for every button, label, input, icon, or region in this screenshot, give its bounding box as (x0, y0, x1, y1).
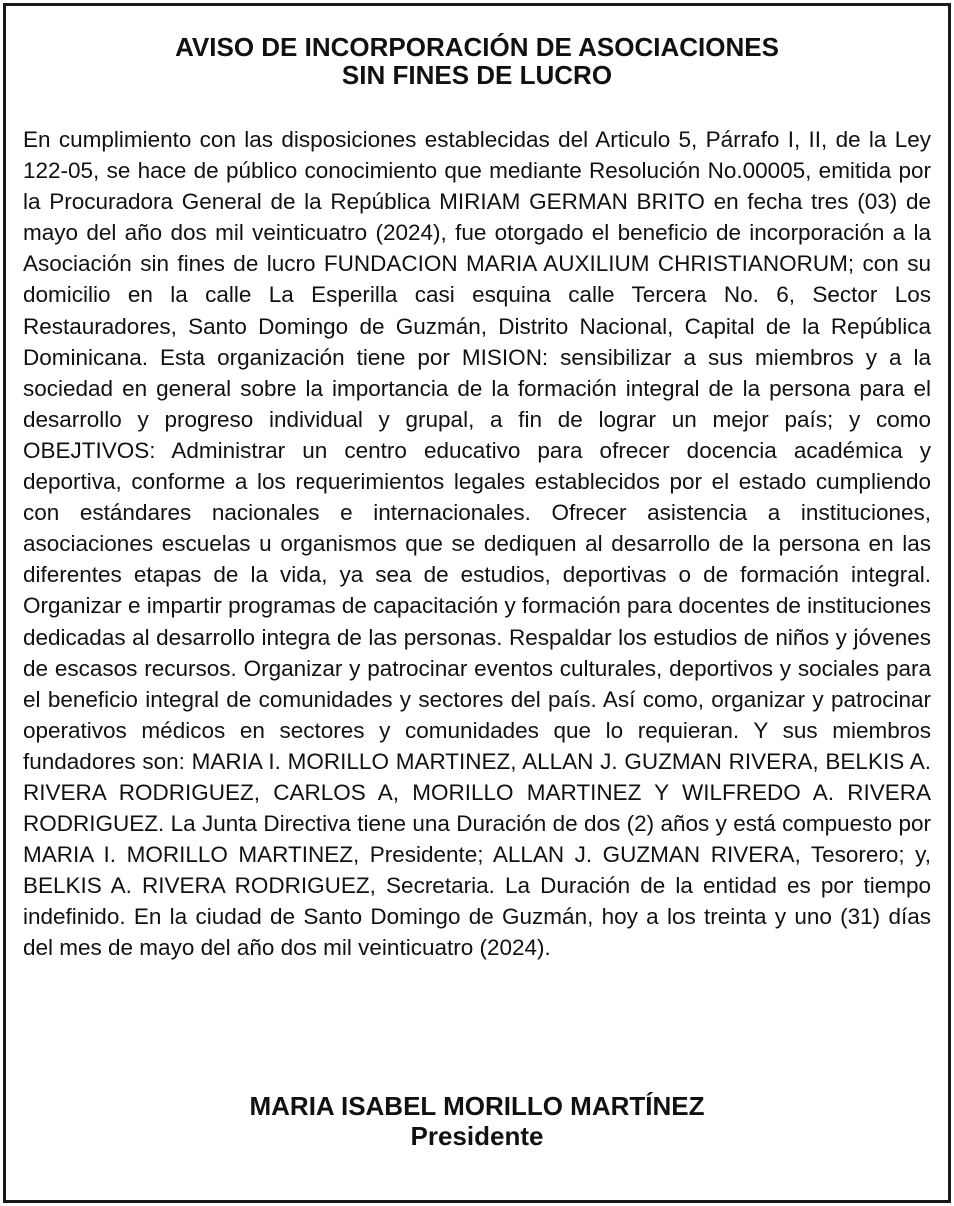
signatory-role: Presidente (410, 1121, 544, 1151)
signatory-name: MARIA ISABEL MORILLO MARTÍNEZ (249, 1091, 705, 1121)
notice-body: En cumplimiento con las disposiciones establecidas del Articulo 5, Párrafo I, II, de la Ley 122-05, se hace de público conocimiento que mediante Resolución No.00005, emitida por la Procuradora General de la República MIRIAM GERMAN BRITO en fecha tres (03) de mayo del año dos mil veinticuatro (2024), fue otorgado el beneficio de incorporación a la Asociación sin fines de lucro FUNDACION MARIA AUXILIUM CHRISTIANORUM; con su domicilio en la calle La Esperilla casi esquina calle Tercera No. 6, Sector Los Restauradores, Santo Domingo de Guzmán, Distrito Nacional, Capital de la República Dominicana. Esta organización tiene por MISION: sensibilizar a sus miembros y a la sociedad en general sobre la importancia de la formación integral de la persona para el desarrollo y progreso individual y grupal, a fin de lograr un mejor país; y como OBEJTIVOS: Administrar un centro educativo para ofrecer docencia académica y deportiva, conforme a los requerimientos legales establecidos por el estado cumpliendo con estándares nacionales e internacionales. Ofrecer asistencia a instituciones, asociaciones escuelas u organismos que se dediquen al desarrollo de la persona en las diferentes etapas de la vida, ya sea de estudios, deportivas o de formación integral. Organizar e impartir programas de capacitación y formación para docentes de instituciones dedicadas al desarrollo integra de las personas. Respaldar los estudios de niños y jóvenes de escasos recursos. Organizar y patrocinar eventos culturales, deportivos y sociales para el beneficio integral de comunidades y sectores del país. Así como, organizar y patrocinar operativos médicos en sectores y comunidades que lo requieran. Y sus miembros fundadores son: MARIA I. MORILLO MARTINEZ, ALLAN J. GUZMAN RIVERA, BELKIS A. RIVERA RODRIGUEZ, CARLOS A, MORILLO MARTINEZ Y WILFREDO A. RIVERA RODRIGUEZ. La Junta Directiva tiene una Duración de dos (2) años y está compuesto por MARIA I. MORILLO MARTINEZ, Presidente; ALLAN J. GUZMAN RIVERA, Tesorero; y, BELKIS A. RIVERA RODRIGUEZ, Secretaria. La Duración de la entidad es por tiempo indefinido. En la ciudad de Santo Domingo de Guzmán, hoy a los treinta y uno (31) días del mes de mayo del año dos mil veinticuatro (2024). (23, 127, 931, 961)
notice-frame (3, 3, 951, 1203)
notice-title (6, 33, 948, 89)
signature-block (6, 1091, 948, 1151)
title-line-2: SIN FINES DE LUCRO (341, 60, 613, 90)
title-line-1: AVISO DE INCORPORACIÓN DE ASOCIACIONES (175, 32, 779, 62)
